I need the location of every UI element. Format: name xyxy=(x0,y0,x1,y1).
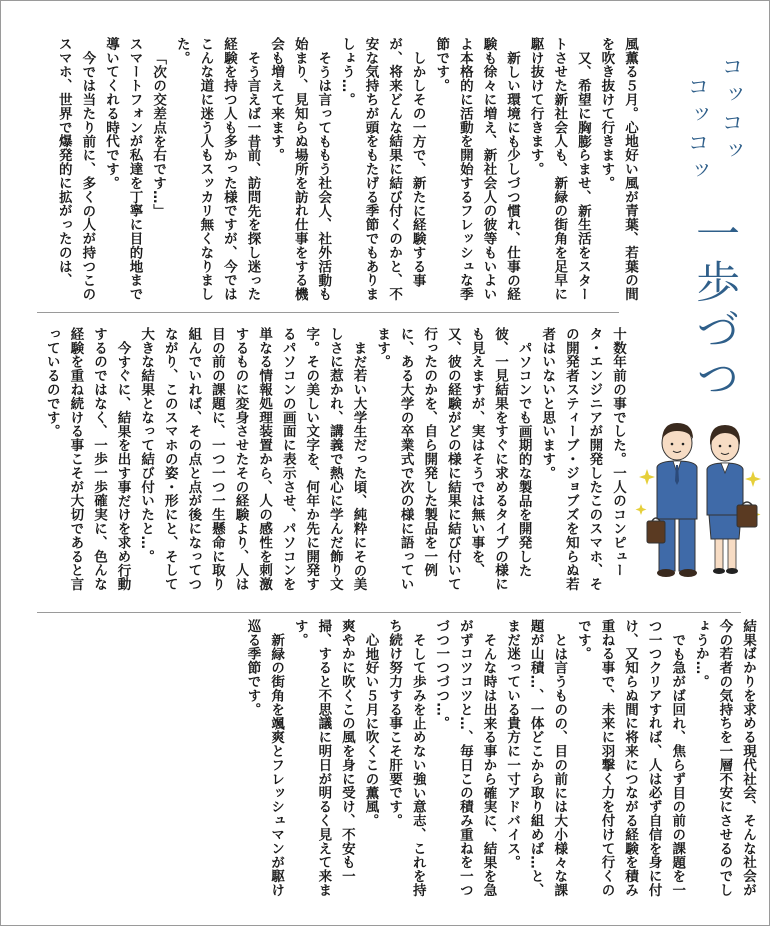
paragraph: とは言うものの、目の前には大小様々な課題が山積…、一体どこから取り組めば…と、まだ迷っている貴方に一寸アドバイス。 xyxy=(504,619,568,897)
title-main: 一歩づつ xyxy=(688,211,739,403)
paragraph: 今では当たり前に、多くの人が持つこのスマホ、世界で爆発的に拡がったのは、 xyxy=(55,37,96,301)
section-divider xyxy=(37,612,741,613)
paragraph: 風薫る５月。心地好い風が青葉、若葉の間を吹き抜けて行きます。 xyxy=(598,37,638,302)
title-line-1: コッコッ xyxy=(718,55,743,167)
paragraph: 「次の交差点を右です…」 xyxy=(150,50,167,218)
text-block-top xyxy=(55,37,641,305)
paragraph: パソコンでも画期的な製品を開発した彼、一見結果をすぐに求めるタイプの様にも見えますが、実はそうでは無い事を、又、彼の経験がどの様に結果に結び付いて行ったのかを、自ら開発した製品を一例に、ある大学の卒業式で次の様に語っています。 xyxy=(374,327,532,592)
paragraph: まだ若い大学生だった頃、純粋にその美しさに惹かれ、講義で熱心に学んだ飾り文字。その美しい文字を、何年か先に開発するパソコンの画面に表示させ、パソコンを単なる情報処理装置から、人の感性を刺激するものに変身させたその経験より、人は目の前の課題に、一つ一つ一生懸命に取り組んでいれば、その点と点が後になってつながり、このスマホの姿・形にと、そして大きな結果となって結び付いたと…。 xyxy=(138,327,367,592)
paragraph: 結果ばかりを求める現代社会、そんな社会が今の若者の気持ちを一層不安にさせるのでしょうか…。 xyxy=(692,619,756,897)
man-figure xyxy=(647,423,697,577)
paragraph: 新しい環境にも少しづつ慣れ、仕事の経験も徐々に増え、新社会人の彼等もいよいよ本格的に活動を開始するフレッシュな季節です。 xyxy=(433,37,521,302)
paragraph: 又、希望に胸膨らませ、新生活をスタートさせた新社会人も、新緑の街角を足早に駆け抜けて行きます。 xyxy=(527,37,591,302)
paragraph: でも急がば回れ、焦らず目の前の課題を一つ一つクリアすれば、人は必ず自信を身に付け、又知らぬ間に将来につながる経験を積み重ねる事で、未来に羽撃く力を付けて行くのです。 xyxy=(574,619,686,897)
paragraph: 今すぐに、結果を出す事だけを求め行動するのではなく、一歩一歩確実に、色んな経験を重ね続ける事こそが大切であると言っているのです。 xyxy=(43,327,131,592)
section-divider xyxy=(37,312,619,313)
paragraph: スマートフォンが私達を丁寧に目的地まで導いてくれる時代です。 xyxy=(102,37,143,302)
paragraph: そんな時は出来る事から確実に、結果を急がずコツコツと…、毎日この積み重ねを一つづつ一つづつ…。 xyxy=(433,619,497,897)
paragraph: 心地好い５月に吹くこの薫風。 xyxy=(362,632,379,828)
paragraph: そう言えば一昔前、訪問先を探し迷った経験を持つ人も多かった様ですが、今ではこんな道に迷う人もスッカリ無くなりました。 xyxy=(173,37,261,302)
text-block-middle xyxy=(37,327,629,603)
title-line-2: コッコッ xyxy=(684,75,709,187)
text-block-bottom xyxy=(159,619,759,909)
paragraph: 新緑の街角を颯爽とフレッシュマンが駆け巡る季節です。 xyxy=(244,619,285,897)
woman-figure xyxy=(707,425,757,574)
paragraph: 爽やかに吹くこの風を身に受け、不安も一掃、すると不思議に明日が明るく見えて来ます。 xyxy=(291,619,355,897)
two-business-people-icon xyxy=(633,409,763,584)
paragraph: そして歩みを止めない強い意志、これを持ち続け努力する事こそ肝要です。 xyxy=(386,619,426,897)
paragraph: 十数年前の事でした。一人のコンピュータ・エンジニアが開発したこのスマホ、その開発者スティーブ・ジョブズを知らぬ若者はいないと思います。 xyxy=(539,327,626,592)
paragraph: しかしその一方で、新たに経験する事が、将来どんな結果に結び付くのかと、不安な気持ちが頭をもたげる季節でもありましょう…。 xyxy=(338,37,426,302)
paragraph: そうは言ってももう社会人、社外活動も始まり、見知らぬ場所を訪れ仕事をする機会も増えて来ます。 xyxy=(268,37,332,302)
